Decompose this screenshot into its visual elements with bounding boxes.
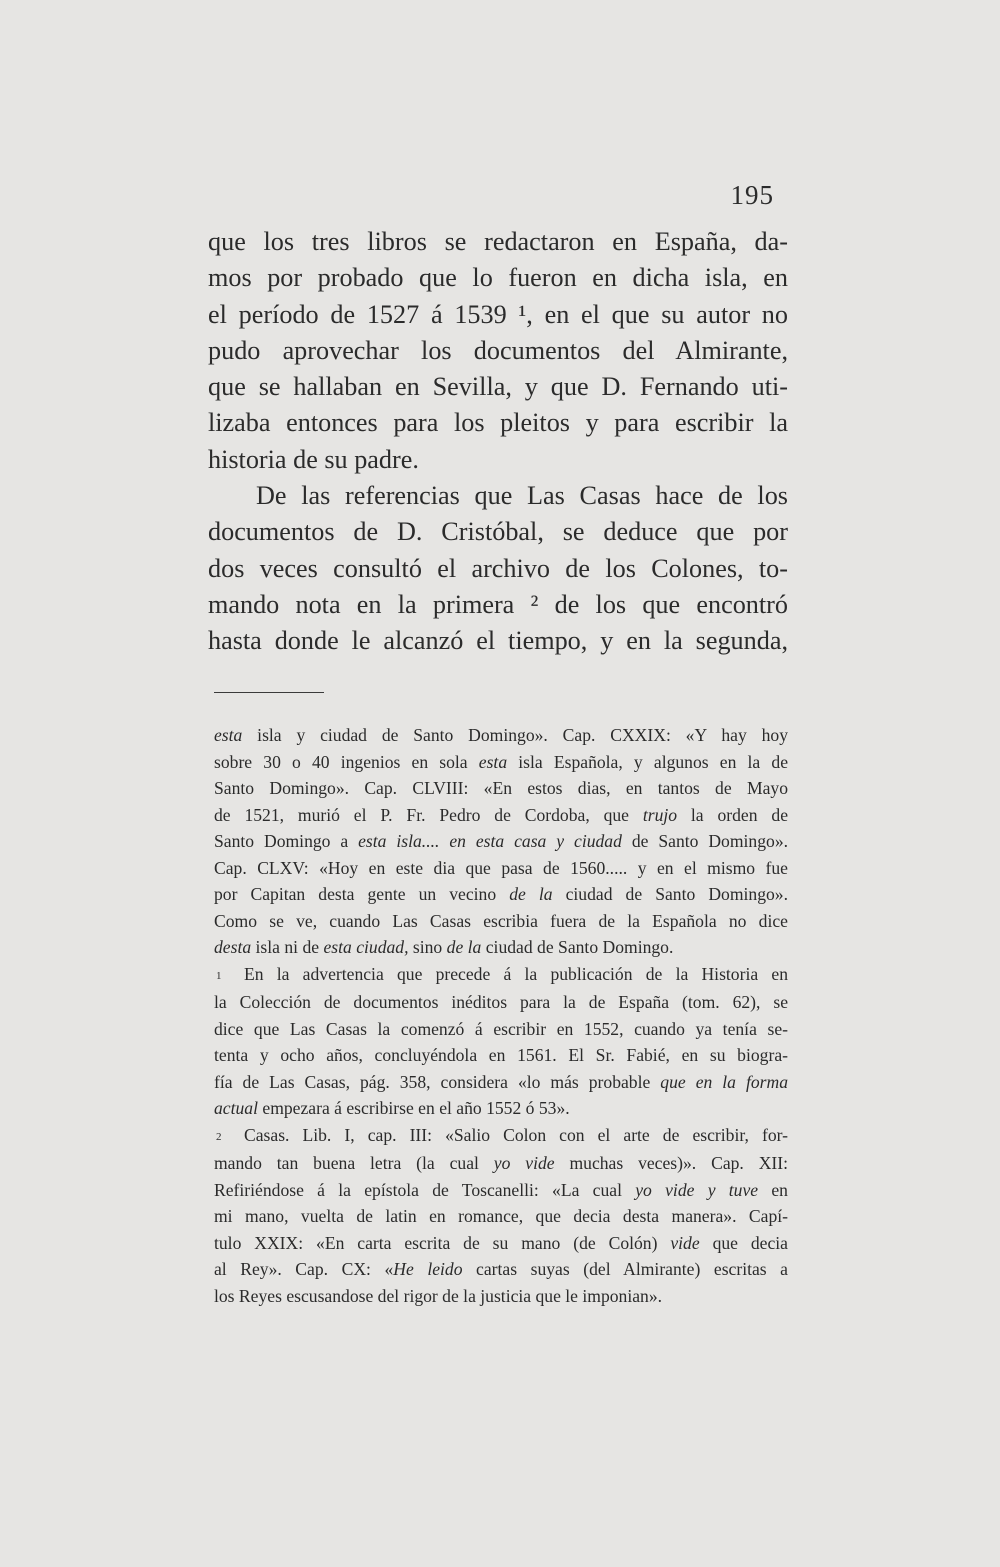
body-line: hasta donde le alcanzó el tiempo, y en la segunda, — [208, 626, 788, 656]
body-line: el período de 1527 á 1539 ¹, en el que su autor no — [208, 299, 788, 329]
body-line: documentos de D. Cristóbal, se deduce que por — [208, 517, 788, 547]
text-run: mando tan buena letra (la cual — [214, 1153, 494, 1173]
text-run: Refiriéndose á la epístola de Toscanelli: «La cual — [214, 1179, 636, 1200]
text-run: ciudad de Santo Domingo. — [481, 937, 674, 957]
footnotes — [214, 722, 788, 1309]
text-run: mi mano, vuelta de latin en romance, que decia desta manera». Capí- — [214, 1206, 788, 1226]
footnote-line — [214, 855, 788, 882]
footnote-line — [214, 934, 788, 961]
text-run: los Reyes escusandose del rigor de la justicia que le imponian». — [214, 1285, 663, 1306]
footnote-line — [214, 1042, 788, 1069]
italic-text: vide — [670, 1232, 700, 1253]
text-run: tulo XXIX: «En carta escrita de su mano (de Colón) — [214, 1232, 671, 1253]
body-line: que se hallaban en Sevilla, y que D. Fernando uti- — [208, 372, 788, 402]
text-run: ciudad de Santo Domingo». — [552, 884, 788, 904]
text-run: isla ni de — [251, 937, 324, 957]
text-run: Como se ve, cuando Las Casas escribia fuera de la Española no dice — [214, 910, 788, 931]
footnote-marker: 2 — [216, 1130, 222, 1143]
italic-text: yo vide — [493, 1153, 555, 1173]
italic-text: esta — [214, 725, 243, 745]
footnote-line — [214, 802, 788, 829]
italic-text: esta — [478, 751, 508, 772]
italic-text: esta isla.... en esta casa y ciudad — [358, 831, 622, 851]
text-run: sobre 30 o 40 ingenios en sola — [214, 751, 479, 772]
italic-text: desta — [214, 937, 252, 957]
footnote-line — [214, 1016, 788, 1043]
italic-text: He leido — [393, 1259, 463, 1279]
text-run: dice que Las Casas la comenzó á escribir en 1552, cuando ya tenía se- — [214, 1018, 788, 1039]
italic-text: esta ciudad, — [323, 937, 409, 957]
text-run: sino — [408, 937, 447, 957]
body-line: De las referencias que Las Casas hace de los — [256, 481, 788, 511]
footnote-line — [214, 722, 788, 749]
body-line: mando nota en la primera ² de los que encontró — [208, 589, 788, 619]
text-run: isla Española, y algunos en la de — [507, 751, 788, 772]
footnote-line — [214, 1095, 788, 1122]
body-line: historia de su padre. — [208, 444, 419, 474]
text-run: Cap. CLXV: «Hoy en este dia que pasa de 1560..... y en el mismo fue — [214, 857, 788, 878]
body-line: que los tres libros se redactaron en España, da- — [208, 227, 788, 256]
text-run: Santo Domingo». Cap. CLVIII: «En estos dias, en tantos de Mayo — [214, 778, 788, 798]
footnote-separator — [214, 692, 324, 693]
footnote-line — [214, 1069, 788, 1096]
footnote-line-start — [214, 961, 788, 990]
text-run: por Capitan desta gente un vecino — [214, 884, 510, 904]
text-run: Casas. Lib. I, cap. III: «Salio Colon con el arte de escribir, for- — [244, 1124, 788, 1145]
footnote-line — [214, 828, 788, 855]
italic-text: que en la forma — [660, 1071, 788, 1092]
text-run: cartas suyas (del Almirante) escritas a — [462, 1259, 788, 1279]
footnote-line — [214, 1203, 788, 1230]
text-run: de Santo Domingo». — [621, 831, 789, 851]
text-run: empezara á escribirse en el año 1552 ó 53». — [257, 1098, 570, 1118]
italic-text: de la — [446, 937, 482, 957]
body-line: lizaba entonces para los pleitos y para escribir la — [208, 408, 788, 438]
main-text — [208, 224, 788, 660]
footnote-line — [214, 1230, 788, 1257]
footnote-line — [214, 1150, 788, 1177]
body-line: mos por probado que lo fueron en dicha isla, en — [208, 263, 788, 293]
footnote-line — [214, 1256, 788, 1283]
footnote-marker: 1 — [216, 969, 222, 982]
body-line: pudo aprovechar los documentos del Almirante, — [208, 335, 788, 365]
footnote-line — [214, 1177, 788, 1204]
body-line: dos veces consultó el archivo de los Colones, to- — [208, 553, 788, 583]
footnote-line — [214, 775, 788, 802]
text-run: muchas veces)». Cap. XII: — [554, 1153, 789, 1173]
text-run: al Rey». Cap. CX: « — [214, 1259, 394, 1279]
text-run: que decia — [699, 1232, 788, 1253]
text-run: En la advertencia que precede á la publicación de la Historia en — [244, 963, 788, 984]
footnote-line — [214, 1283, 788, 1310]
text-run: la Colección de documentos inéditos para la de España (tom. 62), se — [214, 992, 788, 1012]
text-run: tenta y ocho años, concluyéndola en 1561. El Sr. Fabié, en su biogra- — [214, 1045, 788, 1065]
text-run: Santo Domingo a — [214, 831, 359, 851]
text-run: fía de Las Casas, pág. 358, considera «lo más probable — [214, 1071, 661, 1092]
italic-text: de la — [509, 884, 553, 904]
footnote-line — [214, 989, 788, 1016]
text-run: la orden de — [677, 804, 788, 825]
text-run: isla y ciudad de Santo Domingo». Cap. CXXIX: «Y hay hoy — [242, 725, 788, 745]
italic-text: actual — [214, 1098, 258, 1118]
italic-text: trujo — [642, 804, 678, 825]
footnote-line-start — [214, 1122, 788, 1151]
footnote-line — [214, 908, 788, 935]
text-run: de 1521, murió el P. Fr. Pedro de Cordoba, que — [214, 804, 643, 825]
footnote-line — [214, 881, 788, 908]
text-run: en — [758, 1179, 788, 1200]
footnote-line — [214, 749, 788, 776]
italic-text: yo vide y tuve — [635, 1179, 759, 1200]
page-number: 195 — [730, 180, 774, 210]
